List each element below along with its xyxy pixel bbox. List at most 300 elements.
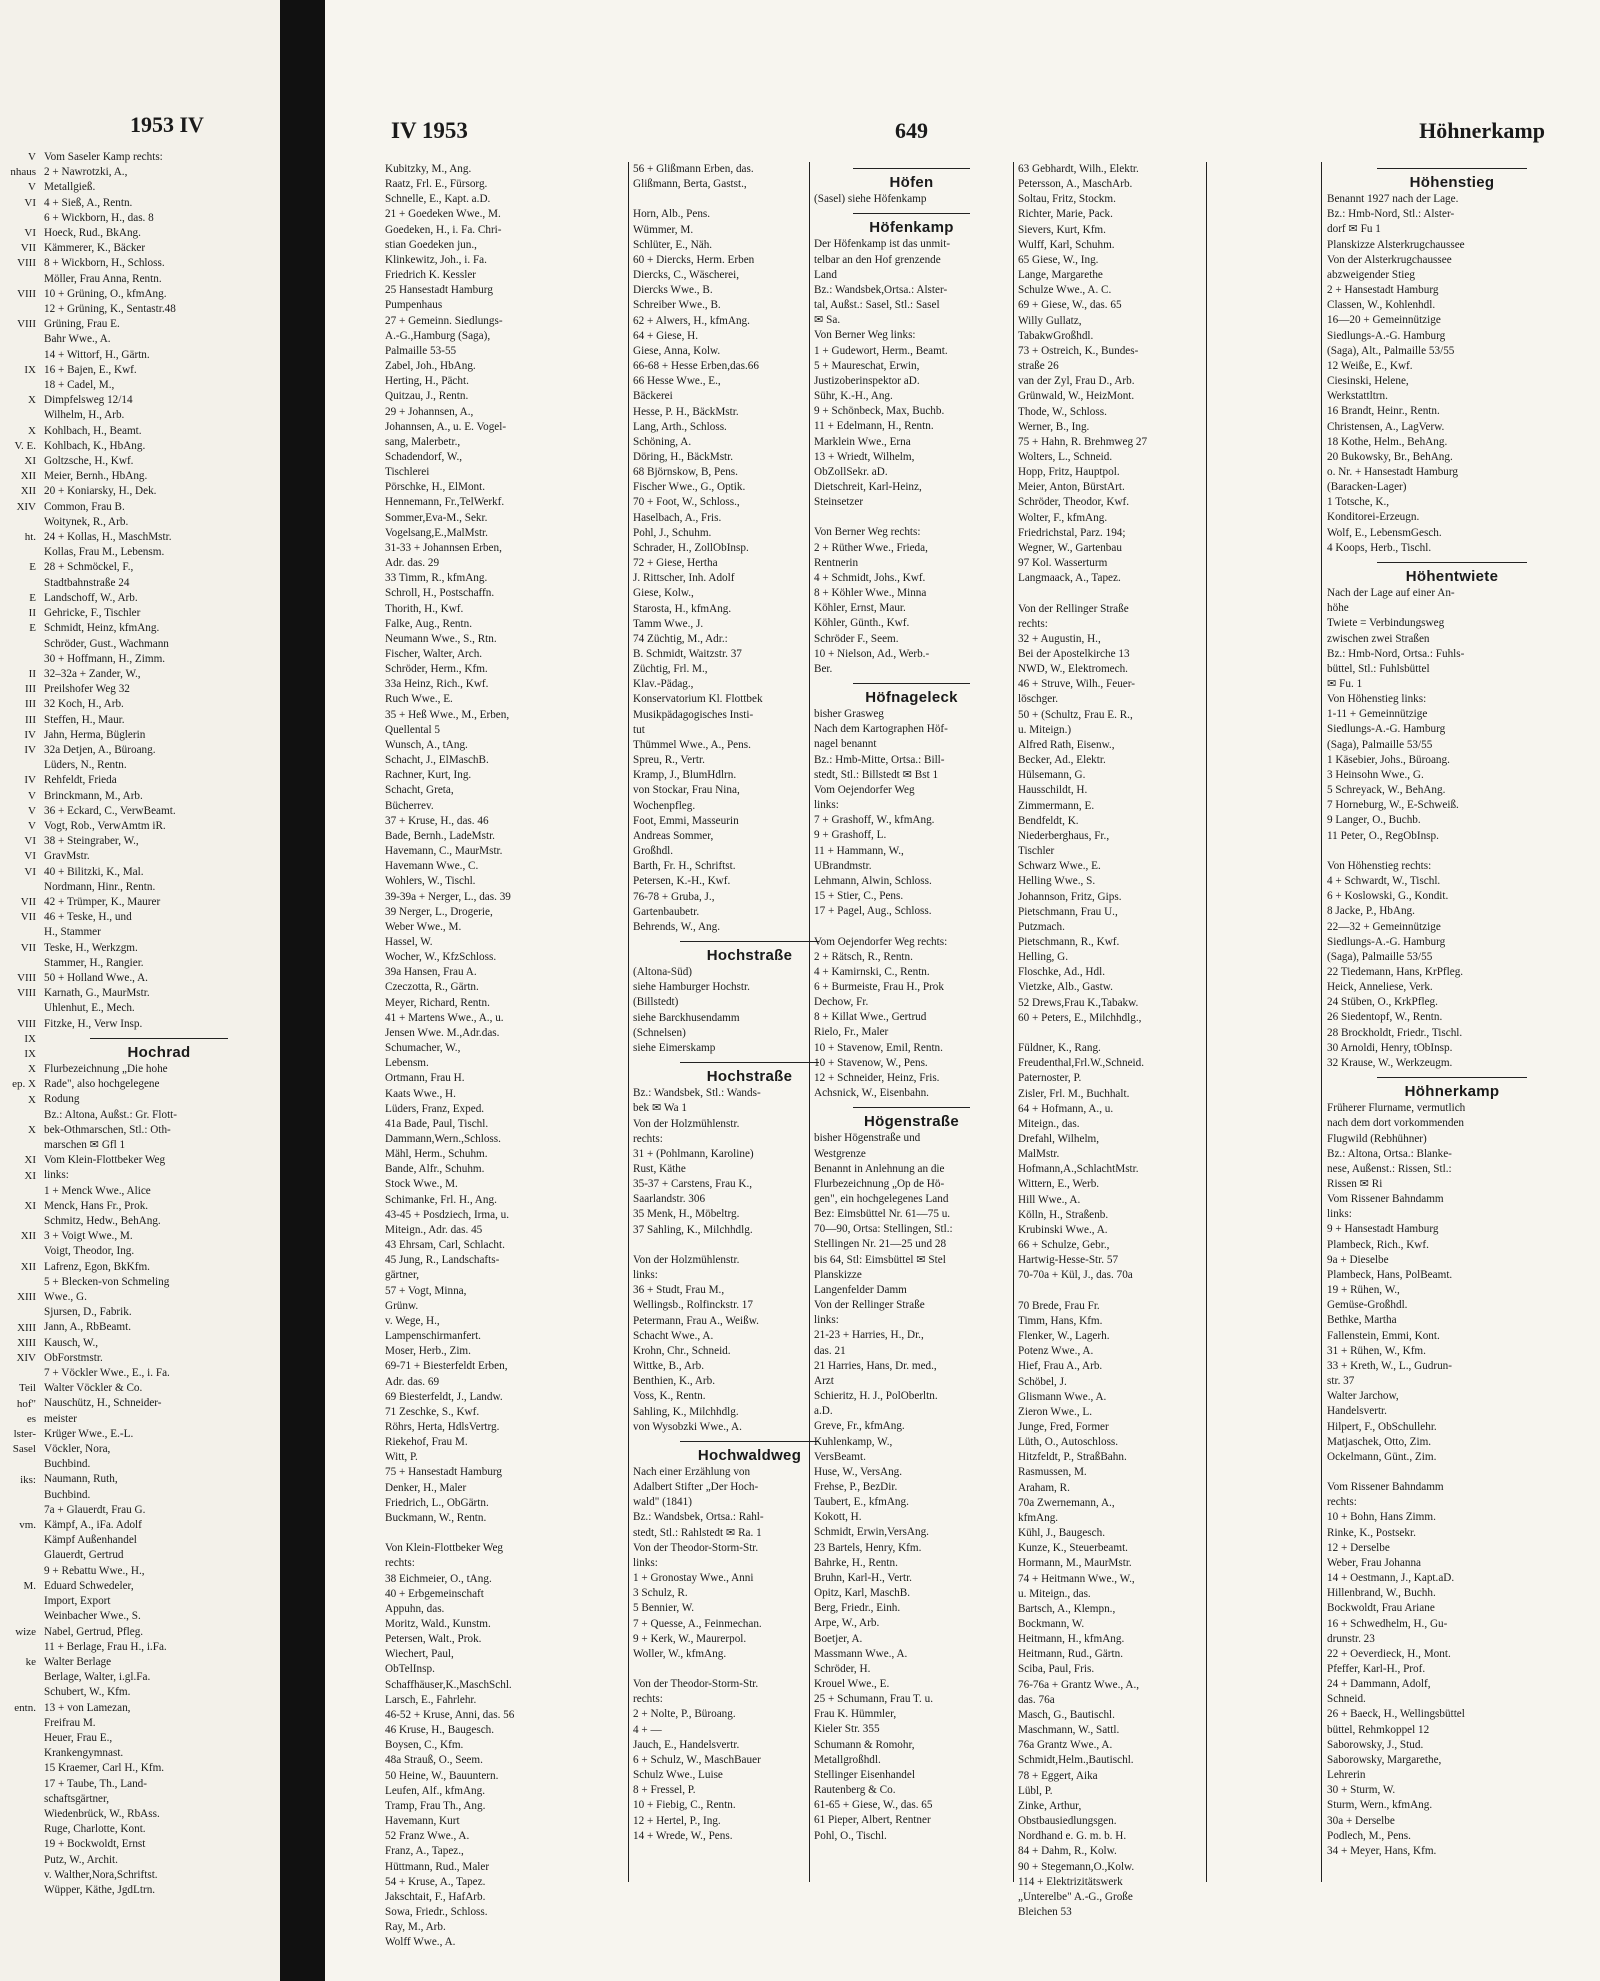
- street-heading: Hochrad: [127, 1043, 191, 1061]
- directory-line: Bendfeldt, K.: [1018, 814, 1079, 827]
- directory-line: Friedrichstal, Parz. 194;: [1018, 526, 1126, 539]
- directory-line: VIII: [17, 971, 36, 984]
- directory-line: Alfred Rath, Eisenw.,: [1018, 738, 1115, 751]
- directory-line: Andreas Sommer,: [633, 829, 714, 842]
- directory-line: Freudenthal,Frl.W.,Schneid.: [1018, 1057, 1145, 1070]
- directory-line: Grünw.: [385, 1299, 419, 1312]
- directory-line: Walter Jarchow,: [1327, 1390, 1399, 1403]
- directory-line: links:: [814, 1314, 839, 1327]
- directory-line: 66 + Schulze, Gebr.,: [1018, 1239, 1110, 1252]
- directory-line: Zieron Wwe., L.: [1018, 1405, 1093, 1418]
- heading-rule: [853, 213, 970, 214]
- directory-line: Twiete = Verbindungsweg: [1327, 617, 1445, 630]
- directory-line: Wocher, W., KfzSchloss.: [385, 951, 497, 964]
- directory-line: Friedrich, L., ObGärtn.: [385, 1496, 489, 1509]
- directory-line: v. Wege, H.,: [385, 1314, 440, 1327]
- directory-line: Preilshofer Weg 32: [44, 683, 130, 696]
- directory-line: Sturm, Wern., kfmAng.: [1327, 1799, 1433, 1812]
- heading-rule: [90, 1038, 228, 1039]
- directory-line: 15 Kraemer, Carl H., Kfm.: [44, 1762, 165, 1775]
- directory-line: 25 + Schumann, Frau T. u.: [814, 1693, 934, 1706]
- directory-line: Wittke, B., Arb.: [633, 1360, 705, 1373]
- directory-line: Schröder, Theodor, Kwf.: [1018, 496, 1130, 509]
- directory-line: 5 Bennier, W.: [633, 1602, 695, 1615]
- directory-line: XII: [20, 1260, 36, 1273]
- directory-line: [0, 1275, 36, 1290]
- directory-line: Wwe., G.: [44, 1291, 87, 1304]
- directory-line: Arzt: [814, 1374, 834, 1387]
- directory-line: XIV: [16, 1352, 36, 1365]
- directory-line: Czeczotta, R., Gärtn.: [385, 981, 479, 994]
- directory-line: [0, 1108, 36, 1123]
- directory-line: Potenz Wwe., A.: [1018, 1345, 1094, 1358]
- directory-line: Wolter, F., kfmAng.: [1018, 511, 1108, 524]
- directory-line: Langmaack, A., Tapez.: [1018, 572, 1121, 585]
- directory-line: Kohlbach, H., Beamt.: [44, 424, 142, 437]
- directory-line: Grünwald, W., HeizMont.: [1018, 390, 1135, 403]
- directory-line: Schubert, W., Kfm.: [44, 1686, 131, 1699]
- directory-line: Bz.: Altona, Ortsa.: Blanke-: [1327, 1147, 1452, 1160]
- directory-line: Lehmann, Alwin, Schloss.: [814, 874, 932, 887]
- directory-line: Wolff Wwe., A.: [385, 1936, 456, 1949]
- directory-line: 66-68 + Hesse Erben,das.66: [633, 360, 759, 373]
- directory-line: Metallgroßhdl.: [814, 1753, 881, 1766]
- directory-line: Kaats Wwe., H.: [385, 1087, 456, 1100]
- directory-line: Schmidt, Heinz, kfmAng.: [44, 622, 160, 635]
- directory-line: ObZollSekr. aD.: [814, 465, 888, 478]
- directory-line: Rade", also hochgelegene: [44, 1078, 160, 1091]
- directory-line: 34 + Meyer, Hans, Kfm.: [1327, 1844, 1437, 1857]
- directory-line: 41a Bade, Paul, Tischl.: [385, 1117, 489, 1130]
- directory-line: Rehfeldt, Frieda: [44, 774, 117, 787]
- directory-line: Justizoberinspektor aD.: [814, 374, 920, 387]
- directory-line: rechts:: [633, 1693, 663, 1706]
- directory-line: siehe Hamburger Hochstr.: [633, 981, 750, 994]
- directory-line: 52 Franz Wwe., A.: [385, 1830, 470, 1843]
- directory-line: Von Höhenstieg rechts:: [1327, 859, 1432, 872]
- directory-line: Nordhand e. G. m. b. H.: [1018, 1830, 1127, 1843]
- directory-line: VIII: [17, 987, 36, 1000]
- directory-line: Kämpf Außenhandel: [44, 1534, 137, 1547]
- directory-line: bek ✉ Wa 1: [633, 1102, 687, 1115]
- directory-line: XIV: [16, 500, 36, 513]
- directory-line: links:: [1327, 1208, 1352, 1221]
- directory-line: Züchtig, Frl. M.,: [633, 663, 708, 676]
- directory-line: 3 + Voigt Wwe., M.: [44, 1230, 133, 1243]
- directory-line: büttel, Rehmkoppel 12: [1327, 1723, 1430, 1736]
- directory-line: 50 Heine, W., Bauuntern.: [385, 1769, 499, 1782]
- directory-line: VIII: [17, 318, 36, 331]
- directory-line: Vogelsang,E.,MalMstr.: [385, 526, 488, 539]
- directory-line: Heick, Anneliese, Verk.: [1327, 981, 1433, 994]
- directory-line: Tramp, Frau Th., Ang.: [385, 1799, 486, 1812]
- street-heading: Hochwaldweg: [697, 1446, 802, 1464]
- directory-line: v. Walther,Nora,Schriftst.: [44, 1868, 158, 1881]
- directory-line: 9a + Dieselbe: [1327, 1253, 1389, 1266]
- directory-line: Planskizze: [814, 1268, 862, 1281]
- directory-line: 9 + Kerk, W., Maurerpol.: [633, 1632, 747, 1645]
- directory-line: 32–32a + Zander, W.,: [44, 667, 141, 680]
- directory-line: 46 Kruse, H., Baugesch.: [385, 1724, 495, 1737]
- directory-line: Appuhn, das.: [385, 1602, 445, 1615]
- heading-rule: [853, 168, 970, 169]
- directory-line: E: [29, 561, 36, 574]
- directory-line: Herting, H., Pächt.: [385, 375, 469, 388]
- directory-line: 75 + Hahn, R. Brehmweg 27: [1018, 435, 1148, 448]
- directory-line: Dietschreit, Karl-Heinz,: [814, 480, 922, 493]
- directory-line: [0, 576, 36, 591]
- directory-line: 46 + Teske, H., und: [44, 911, 132, 924]
- directory-line: Podlech, M., Pens.: [1327, 1829, 1411, 1842]
- directory-line: links:: [44, 1169, 69, 1182]
- left-page: [0, 0, 280, 1981]
- directory-line: 8 + Fressel, P.: [633, 1784, 696, 1797]
- left-page-edge-column: [0, 150, 36, 1716]
- directory-line: Schaffhäuser,K.,MaschSchl.: [385, 1678, 512, 1691]
- directory-line: Schimanke, Frl. H., Ang.: [385, 1193, 497, 1206]
- directory-line: Freifrau M.: [44, 1716, 96, 1729]
- directory-line: Ray, M., Arb.: [385, 1921, 446, 1934]
- directory-line: 26 Siedentopf, W., Rentn.: [1327, 1011, 1443, 1024]
- directory-line: [0, 332, 36, 347]
- directory-line: Gemüse-Großhdl.: [1327, 1299, 1408, 1312]
- directory-line: Pohl, J., Schuhm.: [633, 526, 712, 539]
- directory-line: E: [29, 622, 36, 635]
- directory-line: 8 + Killat Wwe., Gertrud: [814, 1011, 927, 1024]
- directory-line: [0, 1564, 36, 1579]
- directory-line: Vom Oejendorfer Weg rechts:: [814, 935, 948, 948]
- directory-line: 76-76a + Grantz Wwe., A.,: [1018, 1678, 1140, 1691]
- directory-line: Ruge, Charlotte, Kont.: [44, 1823, 146, 1836]
- directory-line: Bockwoldt, Frau Ariane: [1327, 1602, 1435, 1615]
- directory-line: Flurbezeichnung „Die hohe: [44, 1062, 168, 1075]
- directory-line: IV: [24, 774, 36, 787]
- directory-line: Pietschmann, R., Kwf.: [1018, 935, 1120, 948]
- directory-line: Krohn, Chr., Schneid.: [633, 1344, 731, 1357]
- directory-line: ✉ Sa.: [814, 314, 841, 327]
- directory-line: [1018, 1284, 1202, 1299]
- directory-line: Fischer Wwe., G., Optik.: [633, 481, 746, 494]
- directory-line: III: [25, 713, 36, 726]
- directory-line: Franz, A., Tapez.,: [385, 1845, 464, 1858]
- directory-line: 1 + Gudewort, Herm., Beamt.: [814, 344, 948, 357]
- directory-line: 5 + Blecken-von Schmeling: [44, 1275, 170, 1288]
- directory-line: III: [25, 698, 36, 711]
- directory-line: Junge, Fred, Former: [1018, 1420, 1109, 1433]
- directory-line: 10 + Fiebig, C., Rentn.: [633, 1799, 736, 1812]
- directory-line: Der Höfenkamp ist das unmit-: [814, 238, 951, 251]
- street-heading: Höfnageleck: [865, 689, 958, 706]
- directory-line: 32 Krause, W., Werkzeugm.: [1327, 1056, 1453, 1069]
- directory-line: Sasel: [12, 1443, 36, 1456]
- directory-line: a.D.: [814, 1405, 833, 1418]
- directory-column-5: [1327, 162, 1577, 1859]
- directory-line: Pohl, O., Tischl.: [814, 1829, 887, 1842]
- directory-line: Foot, Emmi, Masseurin: [633, 814, 739, 827]
- directory-line: UBrandmstr.: [814, 859, 872, 872]
- directory-line: meister: [44, 1412, 77, 1425]
- directory-line: Woller, W., kfmAng.: [633, 1647, 727, 1660]
- directory-line: IX: [24, 1047, 36, 1060]
- directory-line: Teske, H., Werkzgm.: [44, 941, 138, 954]
- directory-line: 3 Heinsohn Wwe., G.: [1327, 768, 1424, 781]
- street-heading: Höhenstieg: [1409, 174, 1495, 191]
- directory-line: [0, 1184, 36, 1199]
- directory-line: Havemann, C., MaurMstr.: [385, 845, 503, 858]
- directory-line: Sjursen, D., Fabrik.: [44, 1306, 132, 1319]
- directory-line: VII: [20, 895, 36, 908]
- directory-line: V: [28, 804, 36, 817]
- directory-line: Bande, Alfr., Schuhm.: [385, 1163, 485, 1176]
- directory-line: Krouel Wwe., E.: [814, 1678, 890, 1690]
- directory-line: 12 Weiße, E., Kwf.: [1327, 359, 1413, 372]
- directory-line: VIII: [17, 257, 36, 270]
- directory-line: 1 Käsebier, Johs., Büroang.: [1327, 753, 1450, 766]
- directory-line: M.: [23, 1580, 36, 1593]
- directory-line: (Saga), Alt., Palmaille 53/55: [1327, 344, 1455, 357]
- directory-line: Dammann,Wern.,Schloss.: [385, 1133, 501, 1145]
- directory-line: Wüpper, Käthe, JgdLtrn.: [44, 1883, 156, 1896]
- directory-line: Köhler, Ernst, Maur.: [814, 602, 906, 615]
- directory-line: (Sasel) siehe Höfenkamp: [814, 193, 927, 206]
- directory-line: 69 + Giese, W., das. 65: [1018, 299, 1122, 312]
- directory-line: Frau K. Hümmler,: [814, 1708, 897, 1721]
- directory-line: 38 Eichmeier, O., tAng.: [385, 1572, 492, 1585]
- directory-line: Meier, Anton, BürstArt.: [1018, 481, 1125, 494]
- directory-line: [0, 1610, 36, 1625]
- directory-line: Eduard Schwedeler,: [44, 1579, 134, 1592]
- directory-line: Timm, Hans, Kfm.: [1018, 1314, 1103, 1327]
- directory-line: 7 Horneburg, W., E-Schweiß.: [1327, 799, 1459, 812]
- directory-line: 32a Detjen, A., Büroang.: [44, 743, 156, 756]
- directory-line: Masch, G., Bautischl.: [1018, 1708, 1115, 1721]
- directory-line: Frehse, P., BezDir.: [814, 1480, 898, 1493]
- directory-line: Berlage, Walter, i.gl.Fa.: [44, 1671, 151, 1684]
- directory-line: nagel benannt: [814, 738, 877, 751]
- directory-line: Hormann, M., MaurMstr.: [1018, 1557, 1132, 1570]
- directory-line: Stellingen Nr. 21—25 und 28: [814, 1238, 947, 1251]
- directory-line: ObTelInsp.: [385, 1663, 435, 1676]
- directory-line: (Saga), Palmaille 53/55: [1327, 738, 1433, 751]
- directory-line: Jann, A., RbBeamt.: [44, 1321, 132, 1334]
- heading-rule: [680, 1062, 820, 1063]
- directory-line: Opitz, Karl, MaschB.: [814, 1587, 911, 1600]
- directory-line: Zimmermann, E.: [1018, 799, 1095, 812]
- directory-line: Schmitz, Hedw., BehAng.: [44, 1215, 161, 1228]
- directory-line: o. Nr. + Hansestadt Hamburg: [1327, 465, 1459, 478]
- right-page: [325, 0, 1600, 1981]
- directory-line: Fitzke, H., Verw Insp.: [44, 1017, 143, 1030]
- directory-line: Zisler, Frl. M., Buchhalt.: [1018, 1087, 1130, 1100]
- directory-line: Leufen, Alf., kfmAng.: [385, 1784, 486, 1797]
- directory-line: Möller, Frau Anna, Rentn.: [44, 272, 162, 285]
- directory-line: Siedlungs-A.-G. Hamburg: [1327, 935, 1446, 948]
- directory-line: Bäckerei: [633, 390, 673, 403]
- street-heading: Hochstraße: [706, 1068, 793, 1086]
- directory-line: Fallenstein, Emmi, Kont.: [1327, 1329, 1440, 1342]
- directory-line: bisher Högenstraße und: [814, 1132, 921, 1145]
- directory-line: 62 + Alwers, H., kfmAng.: [633, 314, 750, 327]
- directory-line: Raatz, Frl. E., Fürsorg.: [385, 178, 488, 191]
- directory-line: 2 + Nawrotzki, A.,: [44, 166, 128, 179]
- directory-line: Witt, P.: [385, 1451, 418, 1464]
- directory-line: Dimpfelsweg 12/14: [44, 394, 133, 407]
- directory-line: 13 + von Lamezan,: [44, 1701, 131, 1714]
- directory-line: X: [28, 424, 36, 437]
- directory-line: Schulze Wwe., A. C.: [1018, 284, 1112, 297]
- directory-line: 39a Hansen, Frau A.: [385, 966, 477, 979]
- directory-line: Teil: [19, 1382, 36, 1395]
- directory-line: 4 + —: [633, 1723, 662, 1736]
- directory-line: büttel, Stl.: Fuhlsbüttel: [1327, 662, 1430, 675]
- directory-line: Bz.: Hmb-Mitte, Ortsa.: Bill-: [814, 753, 945, 766]
- directory-line: Dechow, Fr.: [814, 996, 869, 1009]
- directory-line: Voss, K., Rentn.: [633, 1390, 706, 1403]
- directory-line: Lüders, N., Rentn.: [44, 759, 127, 772]
- directory-line: II: [28, 667, 36, 680]
- directory-line: Bz.: Hmb-Nord, Ortsa.: Fuhls-: [1327, 647, 1465, 660]
- directory-line: 6 + Koslowski, G., Kondit.: [1327, 890, 1449, 903]
- heading-rule: [1377, 562, 1527, 563]
- directory-line: Putz, W., Archit.: [44, 1853, 118, 1866]
- street-heading: Högenstraße: [864, 1113, 959, 1131]
- directory-line: 46-52 + Kruse, Anni, das. 56: [385, 1708, 515, 1721]
- directory-line: Krüger Wwe., E.-L.: [44, 1427, 134, 1440]
- directory-line: Wiechert, Paul,: [385, 1648, 454, 1661]
- directory-line: Pumpenhaus: [385, 299, 443, 312]
- directory-line: Wunsch, A., tAng.: [385, 738, 468, 751]
- directory-line: Vöckler, Nora,: [44, 1443, 111, 1456]
- directory-line: nese, Außenst.: Rissen, Stl.:: [1327, 1162, 1452, 1175]
- directory-line: Classen, W., Kohlenhdl.: [1327, 299, 1436, 312]
- directory-line: Wohlers, W., Tischl.: [385, 875, 476, 888]
- directory-line: Schadendorf, W.,: [385, 450, 463, 463]
- directory-line: Havemann Wwe., C.: [385, 860, 479, 873]
- directory-line: Hennemann, Fr.,TelWerkf.: [385, 496, 505, 509]
- directory-line: 14 + Oestmann, J., Kapt.aD.: [1327, 1572, 1455, 1585]
- directory-line: Soltau, Fritz, Stockm.: [1018, 193, 1116, 206]
- directory-line: wize: [15, 1625, 36, 1638]
- directory-line: Wulff, Karl, Schuhm.: [1018, 238, 1115, 251]
- directory-line: Wochenpfleg.: [633, 799, 696, 812]
- directory-line: das. 76a: [1018, 1693, 1055, 1706]
- directory-line: 22—32 + Gemeinnützige: [1327, 920, 1441, 933]
- directory-line: ObForstmstr.: [44, 1351, 103, 1364]
- directory-line: Neumann Wwe., S., Rtn.: [385, 632, 497, 645]
- directory-line: (Baracken-Lager): [1327, 481, 1407, 494]
- directory-column-4: [1018, 162, 1202, 1920]
- directory-line: Bz.: Wandsbek, Ortsa.: Rahl-: [633, 1511, 764, 1524]
- directory-line: Stellinger Eisenhandel: [814, 1768, 915, 1781]
- street-heading: Hochstraße: [706, 946, 793, 964]
- directory-line: Von der Alsterkrugchaussee: [1327, 253, 1452, 266]
- directory-line: 12 + Hertel, P., Ing.: [633, 1814, 721, 1827]
- directory-line: Glißmann, Berta, Gastst.,: [633, 178, 747, 191]
- left-page-header: 1953 IV: [130, 112, 204, 137]
- directory-line: [0, 1686, 36, 1701]
- directory-line: 31 + Rühen, W., Kfm.: [1327, 1344, 1426, 1357]
- directory-line: 28 Brockholdt, Friedr., Tischl.: [1327, 1026, 1463, 1039]
- directory-line: Ciesinski, Helene,: [1327, 375, 1409, 388]
- directory-line: Massmann Wwe., A.: [814, 1647, 908, 1660]
- directory-line: [1018, 1026, 1202, 1041]
- directory-line: [1018, 586, 1202, 601]
- directory-line: ke: [25, 1656, 36, 1669]
- directory-line: Riekehof, Frau M.: [385, 1436, 468, 1449]
- heading-rule: [680, 1441, 820, 1442]
- directory-line: VI: [24, 865, 36, 878]
- directory-line: Wolters, L., Schneid.: [1018, 450, 1113, 463]
- directory-line: Horn, Alb., Pens.: [633, 208, 711, 221]
- directory-line: tal, Außst.: Sasel, Stl.: Sasel: [814, 299, 940, 312]
- directory-line: Flenker, W., Lagerh.: [1018, 1330, 1110, 1343]
- heading-rule: [853, 1107, 970, 1108]
- directory-line: [0, 1640, 36, 1655]
- directory-line: u. Miteign., das.: [1018, 1587, 1091, 1600]
- directory-line: Walter Berlage: [44, 1655, 112, 1668]
- directory-line: Flurbezeichnung „Op de Hö-: [814, 1177, 945, 1190]
- directory-line: 72 + Giese, Hertha: [633, 557, 718, 570]
- directory-line: XI: [24, 1154, 36, 1167]
- directory-line: Wegner, W., Gartenbau: [1018, 541, 1122, 554]
- directory-line: Moritz, Wald., Kunstm.: [385, 1618, 491, 1630]
- directory-line: 5 Schreyack, W., BehAng.: [1327, 784, 1446, 797]
- directory-line: Glismann Wwe., A.: [1018, 1390, 1107, 1403]
- directory-line: 32 Koch, H., Arb.: [44, 698, 124, 711]
- directory-line: 17 + Taube, Th., Land-: [44, 1777, 147, 1790]
- directory-line: 50 + (Schultz, Frau E. R.,: [1018, 708, 1133, 721]
- directory-line: vm.: [19, 1519, 36, 1532]
- directory-line: XIII: [17, 1336, 36, 1349]
- directory-line: van der Zyl, Frau D., Arb.: [1018, 375, 1135, 388]
- directory-line: 73 + Ostreich, K., Bundes-: [1018, 344, 1139, 357]
- directory-line: Konditorei-Erzeugn.: [1327, 511, 1420, 524]
- directory-line: (Altona-Süd): [633, 966, 693, 979]
- directory-line: lster-: [13, 1428, 36, 1441]
- directory-line: Jahn, Herma, Büglerin: [44, 728, 146, 741]
- directory-line: 76a Grantz Wwe., A.: [1018, 1739, 1113, 1752]
- directory-line: 14 + Wittorf, H., Gärtn.: [44, 348, 150, 361]
- directory-line: 24 + Dammann, Adolf,: [1327, 1678, 1431, 1691]
- directory-line: 4 + Kamirnski, C., Rentn.: [814, 965, 930, 978]
- directory-line: löschger.: [1018, 693, 1059, 706]
- directory-line: 28 + Schmöckel, F.,: [44, 561, 134, 574]
- directory-line: Schieritz, H. J., PolOberltn.: [814, 1390, 938, 1403]
- directory-line: Bahrke, H., Rentn.: [814, 1556, 898, 1569]
- directory-line: VI: [24, 196, 36, 209]
- directory-line: Naumann, Ruth,: [44, 1473, 118, 1486]
- directory-line: Westgrenze: [814, 1147, 866, 1160]
- directory-line: Havemann, Kurt: [385, 1815, 460, 1828]
- directory-line: 22 + Oeverdieck, H., Mont.: [1327, 1647, 1451, 1660]
- directory-line: XIII: [17, 1321, 36, 1334]
- directory-line: bisher Grasweg: [814, 708, 884, 721]
- directory-line: Sommer,Eva-M., Sekr.: [385, 511, 488, 524]
- directory-line: 69-71 + Biesterfeldt Erben,: [385, 1360, 508, 1373]
- directory-line: Siedlungs-A.-G. Hamburg: [1327, 329, 1446, 342]
- directory-line: Bz.: Wandsbek, Stl.: Wands-: [633, 1087, 761, 1100]
- directory-line: Hill Wwe., A.: [1018, 1193, 1081, 1206]
- directory-line: [1327, 1465, 1577, 1480]
- directory-line: 36 + Studt, Frau M.,: [633, 1284, 725, 1297]
- header-volume-year: IV 1953: [391, 118, 468, 143]
- directory-line: dorf ✉ Fu 1: [1327, 223, 1381, 236]
- directory-line: [385, 1526, 625, 1541]
- directory-line: 14 + Wrede, W., Pens.: [633, 1829, 733, 1842]
- directory-line: Kühl, J., Baugesch.: [1018, 1527, 1106, 1540]
- directory-line: 45 Jung, R., Landschafts-: [385, 1254, 500, 1267]
- directory-line: Nabel, Gertrud, Pfleg.: [44, 1625, 144, 1638]
